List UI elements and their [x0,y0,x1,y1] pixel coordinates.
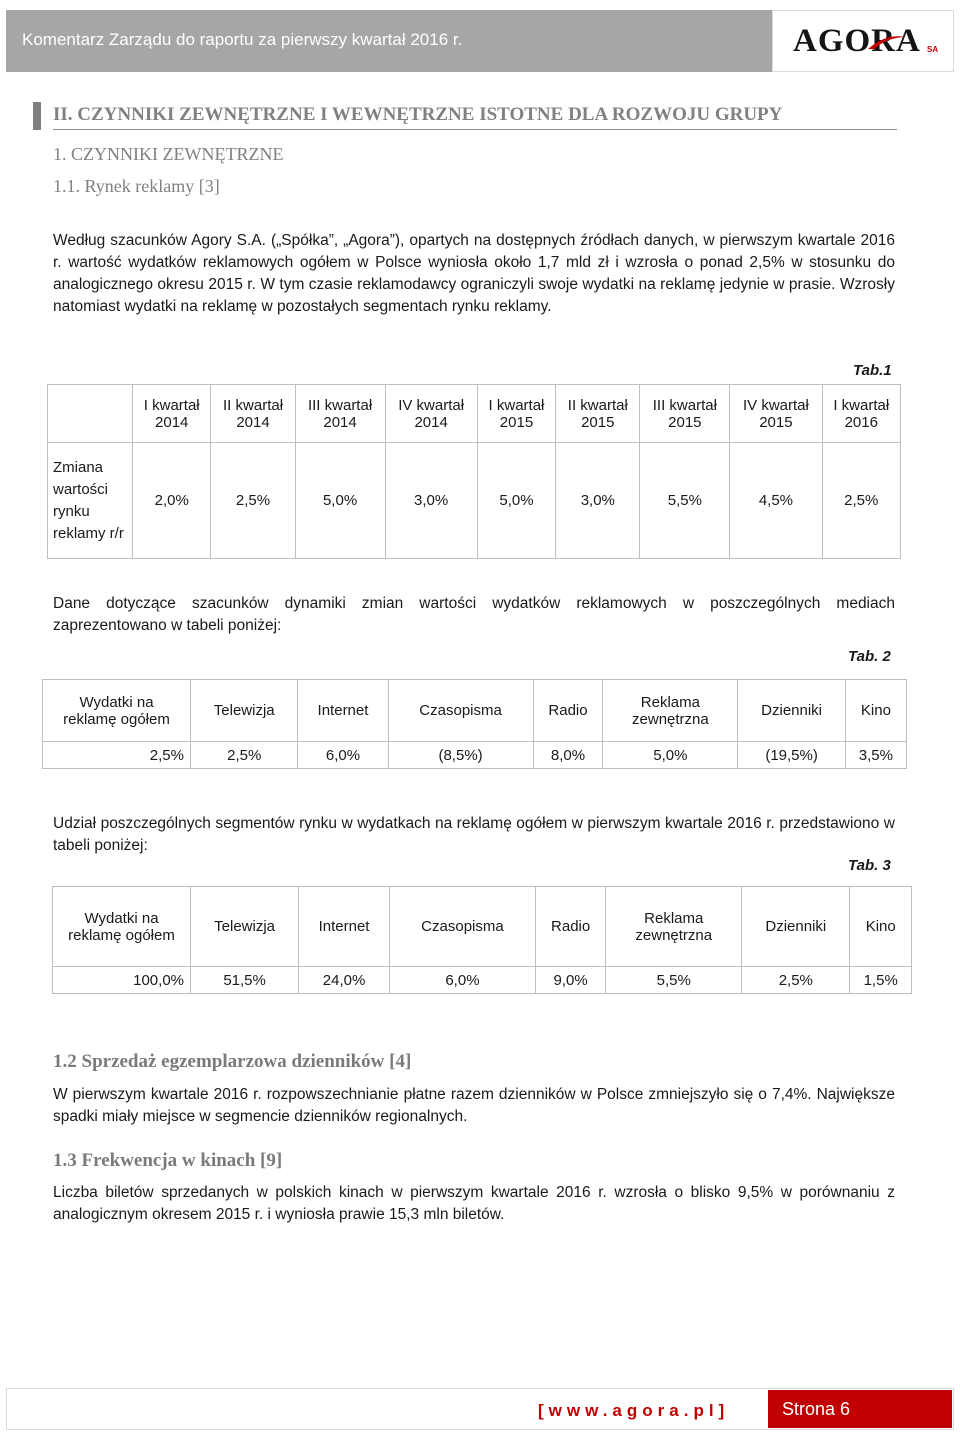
table1-header: I kwartał 2015 [477,385,555,443]
table1-value: 5,0% [477,443,555,559]
table1-header: I kwartał 2016 [822,385,900,443]
table1-corner-cell [48,385,133,443]
table2-value: (8,5%) [388,742,533,769]
logo-wordmark: AGORA [793,23,921,59]
table2-header: Reklama zewnętrzna [603,680,738,742]
media-dynamics-table [42,679,907,769]
table3-header: Internet [299,887,390,967]
paragraph-ad-market: Według szacunków Agory S.A. („Spółka”, „Agora”), opartych na dostępnych źródłach danych, w pierwszym kwartale 2016 r. wartość wydatków reklamowych ogółem w Polsce wyniosła około 1,7 mld zł i wzrosła o ponad 2,5% w stosunku do analogicznego okresu 2015 r. W tym czasie reklamodawcy ograniczyli swoje wydatki na reklamę jedynie w prasie. Wzrosły natomiast wydatki na reklamę w pozostałych segmentach rynku reklamy. [53,232,895,315]
table3-value: 5,5% [606,967,742,994]
table1-value: 3,0% [556,443,640,559]
table3-header: Dzienniki [742,887,850,967]
table3-header: Reklama zewnętrzna [606,887,742,967]
table3-value-row [53,967,912,994]
table1-value: 2,5% [822,443,900,559]
agora-logo [772,10,954,72]
table1-row-label: Zmiana wartości rynku reklamy r/r [48,443,133,559]
table2-value-row [43,742,907,769]
table2-header: Dzienniki [738,680,845,742]
page-number: Strona 6 [768,1390,952,1428]
section-title: II. CZYNNIKI ZEWNĘTRZNE I WEWNĘTRZNE ISTOTNE DLA ROZWOJU GRUPY [53,104,783,125]
table2-value: 8,0% [533,742,603,769]
table1-value: 4,5% [730,443,822,559]
table2-header: Internet [298,680,388,742]
ad-market-change-table [47,384,901,559]
subsection-ad-market-title: 1.1. Rynek reklamy [3] [53,176,220,196]
logo-suffix: SA [927,45,939,54]
table2-label: Tab. 2 [848,648,891,665]
table3-value: 6,0% [389,967,535,994]
table2-value: 2,5% [191,742,298,769]
table3-header: Telewizja [191,887,299,967]
footer-website-link[interactable]: [www.agora.pl] [538,1401,730,1420]
table1-value: 5,5% [640,443,730,559]
paragraph-newspaper-sales: W pierwszym kwartale 2016 r. rozpowszechnianie płatne razem dzienników w Polsce zmniejszyło się o 7,4%. Największe spadki miały miejsce w segmencie dzienników regionalnych. [53,1086,895,1125]
table3-value: 1,5% [850,967,912,994]
table1-header: IV kwartał 2014 [385,385,477,443]
table2-value: 3,5% [845,742,906,769]
table2-value: 2,5% [43,742,191,769]
table1-value: 2,5% [211,443,295,559]
table2-value: 5,0% [603,742,738,769]
table1-header: II kwartał 2015 [556,385,640,443]
table1-value-row [48,443,901,559]
table2-header: Kino [845,680,906,742]
table3-value: 51,5% [191,967,299,994]
subsection-newspaper-sales-title: 1.2 Sprzedaż egzemplarzowa dzienników [4] [53,1051,412,1072]
table1-value: 5,0% [295,443,385,559]
table2-header: Czasopisma [388,680,533,742]
market-share-table [52,886,912,994]
table2-header: Wydatki na reklamę ogółem [43,680,191,742]
table2-header-row [43,680,907,742]
table1-value: 3,0% [385,443,477,559]
table1-header: III kwartał 2014 [295,385,385,443]
table3-value: 2,5% [742,967,850,994]
paragraph-market-share: Udział poszczególnych segmentów rynku w wydatkach na reklamę ogółem w pierwszym kwartale 2016 r. przedstawiono w tabeli poniżej: [53,815,895,854]
subsection-title: 1. CZYNNIKI ZEWNĘTRZNE [53,144,284,164]
table3-header: Radio [535,887,605,967]
table3-header: Kino [850,887,912,967]
table1-header: II kwartał 2014 [211,385,295,443]
subsection-cinema-title: 1.3 Frekwencja w kinach [9] [53,1150,283,1171]
table1-header: I kwartał 2014 [133,385,211,443]
table1-label: Tab.1 [853,362,892,379]
paragraph-media-dynamics: Dane dotyczące szacunków dynamiki zmian wartości wydatków reklamowych w poszczególnych mediach zaprezentowano w tabeli poniżej: [53,595,895,634]
paragraph-cinema: Liczba biletów sprzedanych w polskich kinach w pierwszym kwartale 2016 r. wzrosła o blisko 9,5% w porównaniu z analogicznym okresem 2015 r. i wyniosła prawie 15,3 mln biletów. [53,1184,895,1223]
table2-header: Telewizja [191,680,298,742]
table1-header: IV kwartał 2015 [730,385,822,443]
table3-value: 100,0% [53,967,191,994]
logo-swoosh-icon [866,33,908,51]
table1-header-row [48,385,901,443]
table3-header-row [53,887,912,967]
section-marker [33,102,41,130]
table3-value: 24,0% [299,967,390,994]
document-title: Komentarz Zarządu do raportu za pierwszy kwartał 2016 r. [22,30,463,49]
table1-header: III kwartał 2015 [640,385,730,443]
table3-header: Wydatki na reklamę ogółem [53,887,191,967]
table3-header: Czasopisma [389,887,535,967]
table3-label: Tab. 3 [848,857,891,874]
table2-value: 6,0% [298,742,388,769]
table2-header: Radio [533,680,603,742]
section-divider [53,129,897,130]
table1-value: 2,0% [133,443,211,559]
table3-value: 9,0% [535,967,605,994]
table2-value: (19,5%) [738,742,845,769]
